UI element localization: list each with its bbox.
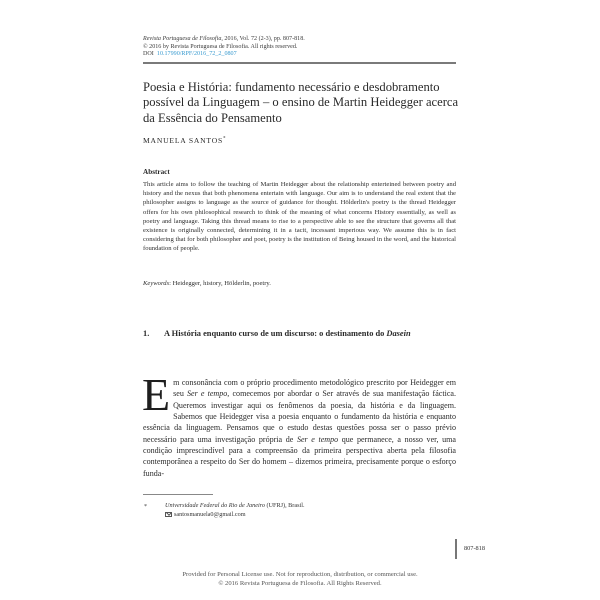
page-range: 807-818: [464, 545, 485, 552]
abstract-text: This article aims to follow the teaching of Martin Heidegger about the relationship enterteined between poetry and history and the nexus that both phenomena entertain with language. Our aim is to understand the real extent that the philosopher assigns to language as the source of guidance for thought. Hölderlin's poetry is the thread Heidegger offers for his own philosophical research to think of the meaning of what concerns History essentially, as well as poetry and language. Taking this thread means to rise to a perspective able to see the structure that governs all that existence is originally connected, determining it in a tacit, incessant imperious way. We assume this is in fact considering that for both philosopher and poet, poetry is the institution of Being housed in the word, and the historical foundation of people.: [143, 181, 456, 253]
section-title-text: A História enquanto curso de um discurso: o destinamento do: [164, 329, 387, 338]
body-italic-1: Ser e tempo: [187, 389, 228, 399]
author-footnote-mark[interactable]: *: [223, 136, 226, 142]
doi-line: [143, 51, 463, 59]
section-title-italic: Dasein: [386, 329, 411, 338]
doi-link[interactable]: 10.17990/RPF/2016_72_2_0807: [156, 51, 237, 58]
footnote-rule: [143, 494, 213, 495]
body-part-3: que permanece, a nosso ver, uma condição imprescindível para a compreensão da primeira perspectiva aberta pela filosofia contemporânea a respeito do Ser do homem – dizemos primeira, precisamente porque o esforço funda-: [143, 434, 456, 478]
email-address[interactable]: santosmanuela0@gmail.com: [174, 511, 246, 518]
body-paragraph: [142, 369, 456, 479]
body-part-2: , comecemos por abordar o Ser através de sua manifestação fáctica. Queremos investigar aqui os fenômenos da poesia, da história e da linguagem. Sabemos que Heidegger visa a poesia enquanto o fundamento da história e enquanto essência da linguagem. Pensamos que o estudo destas questões possa ser o passo prévio necessário para uma investigação própria de: [143, 389, 456, 444]
keywords-label: Keywords: [143, 280, 170, 287]
footnote-mark: *: [144, 503, 148, 510]
page-range-bar: [455, 539, 457, 559]
footer-copyright-line: © 2016 Revista Portuguesa de Filosofia. All Rights Reserved.: [218, 579, 382, 587]
journal-name: Revista Portuguesa de Filosofia: [143, 36, 222, 42]
section-number: 1.: [143, 329, 150, 338]
abstract-heading: Abstract: [143, 168, 170, 176]
citation-line: [143, 36, 463, 44]
author-text: MANUELA SANTOS: [143, 136, 224, 145]
license-line: Provided for Personal License use. Not for reproduction, distribution, or commercial use.: [182, 571, 418, 578]
affiliation-rest: (UFRJ), Brasil.: [264, 502, 305, 509]
section-title: [164, 329, 454, 339]
license-footer: [130, 571, 470, 588]
body-italic-2: Ser e tempo: [296, 434, 339, 444]
author-name: [143, 136, 226, 145]
footnote-email: [165, 511, 246, 518]
envelope-icon: [165, 512, 172, 517]
doi-label: DOI: [143, 51, 154, 58]
footnote-affiliation: [165, 502, 305, 509]
citation-details: , 2016, Vol. 72 (2-3), pp. 807-818.: [221, 36, 305, 42]
copyright-line: © 2016 by Revista Portuguesa de Filosofia. All rights reserved.: [143, 43, 298, 50]
journal-header: [143, 36, 463, 59]
drop-cap: E: [142, 369, 171, 420]
keywords-list: : Heidegger, history, Hölderlin, poetry.: [169, 280, 271, 287]
keywords: [143, 280, 271, 287]
header-rule: [143, 62, 456, 64]
affiliation-name: Universidade Federal do Rio de Janeiro: [165, 502, 265, 509]
body-part-1: m consonância com o próprio procedimento metodológico prescrito por Heidegger em seu: [173, 378, 456, 399]
article-title: Poesia e História: fundamento necessário e desdobramento possível da Linguagem – o ensino de Martin Heidegger acerca da Essência do Pensamento: [143, 80, 459, 125]
